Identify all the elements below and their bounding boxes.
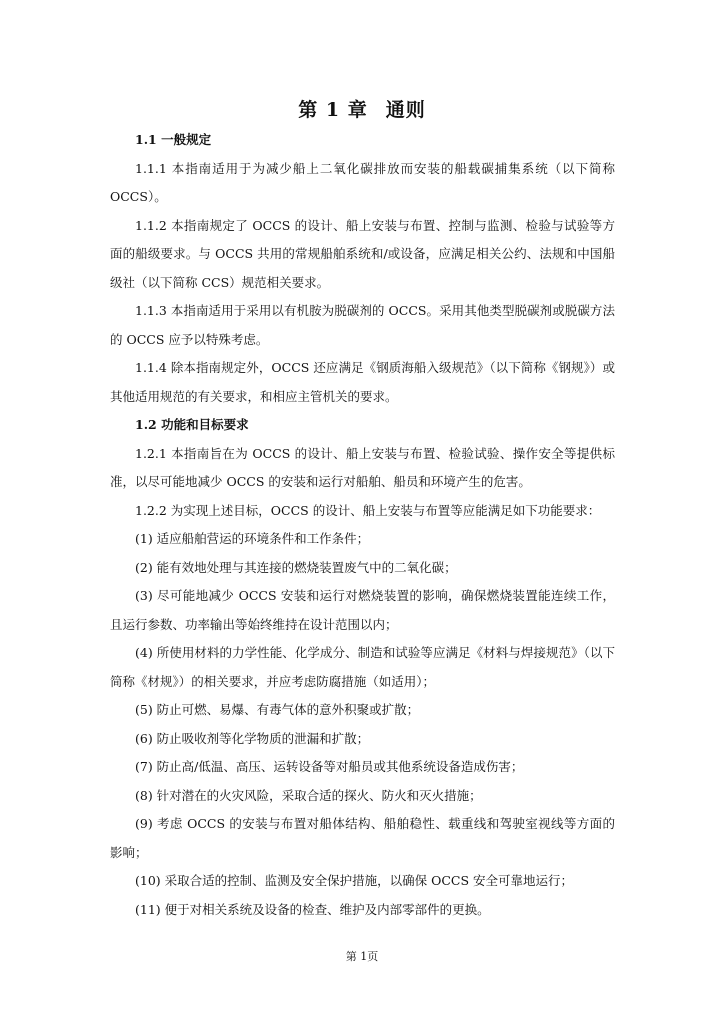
list-item: (9) 考虑 OCCS 的安装与布置对船体结构、船舶稳性、载重线和驾驶室视线等方面的影响； bbox=[110, 816, 615, 860]
paragraph: 1.1.4 除本指南规定外，OCCS 还应满足《钢质海船入级规范》（以下简称《钢规》）或其他适用规范的有关要求，和相应主管机关的要求。 bbox=[110, 360, 615, 404]
list-item: (8) 针对潜在的火灾风险，采取合适的探火、防火和灭火措施； bbox=[135, 787, 482, 803]
list-item: (2) 能有效地处理与其连接的燃烧装置废气中的二氧化碳； bbox=[135, 559, 457, 575]
list-item: (7) 防止高/低温、高压、运转设备等对船员或其他系统设备造成伤害； bbox=[135, 759, 524, 774]
list-item: (10) 采取合适的控制、监测及安全保护措施，以确保 OCCS 安全可靠地运行； bbox=[135, 873, 574, 888]
document-body bbox=[110, 126, 615, 924]
list-item: (11) 便于对相关系统及设备的检查、维护及内部零部件的更换。 bbox=[135, 901, 490, 917]
paragraph: 1.1.3 本指南适用于采用以有机胺为脱碳剂的 OCCS。采用其他类型脱碳剂或脱碳方法的 OCCS 应予以特殊考虑。 bbox=[110, 303, 615, 347]
paragraph: 1.2.2 为实现上述目标，OCCS 的设计、船上安装与布置等应能满足如下功能要求： bbox=[135, 502, 601, 518]
list-item: (3) 尽可能地减少 OCCS 安装和运行对燃烧装置的影响，确保燃烧装置能连续工作，且运行参数、功率输出等始终维持在设计范围以内； bbox=[110, 588, 615, 632]
paragraph: 1.1.2 本指南规定了 OCCS 的设计、船上安装与布置、控制与监测、检验与试验等方面的船级要求。与 OCCS 共用的常规船舶系统和/或设备，应满足相关公约、法规和中国船级社（以下简称 CCS）规范相关要求。 bbox=[110, 217, 615, 290]
page-number: 第 1页 bbox=[345, 950, 379, 963]
list-item: (6) 防止吸收剂等化学物质的泄漏和扩散； bbox=[135, 730, 370, 746]
chapter-name: 通则 bbox=[385, 99, 426, 121]
paragraph: 1.1.1 本指南适用于为减少船上二氧化碳排放而安装的船载碳捕集系统（以下简称 OCCS）。 bbox=[110, 160, 615, 204]
chapter-title bbox=[0, 95, 724, 122]
chapter-number: 第 1 章 bbox=[298, 99, 368, 121]
list-item: (1) 适应船舶营运的环境条件和工作条件； bbox=[135, 531, 370, 546]
list-item: (4) 所使用材料的力学性能、化学成分、制造和试验等应满足《材料与焊接规范》（以下简称《材规》）的相关要求，并应考虑防腐措施（如适用）； bbox=[110, 645, 615, 689]
paragraph: 1.2.1 本指南旨在为 OCCS 的设计、船上安装与布置、检验试验、操作安全等提供标准，以尽可能地减少 OCCS 的安装和运行对船舶、船员和环境产生的危害。 bbox=[110, 445, 615, 489]
section-heading: 1.2 功能和目标要求 bbox=[135, 417, 249, 432]
list-item: (5) 防止可燃、易爆、有毒气体的意外积聚或扩散； bbox=[135, 702, 420, 717]
section-heading: 1.1 一般规定 bbox=[135, 132, 212, 147]
